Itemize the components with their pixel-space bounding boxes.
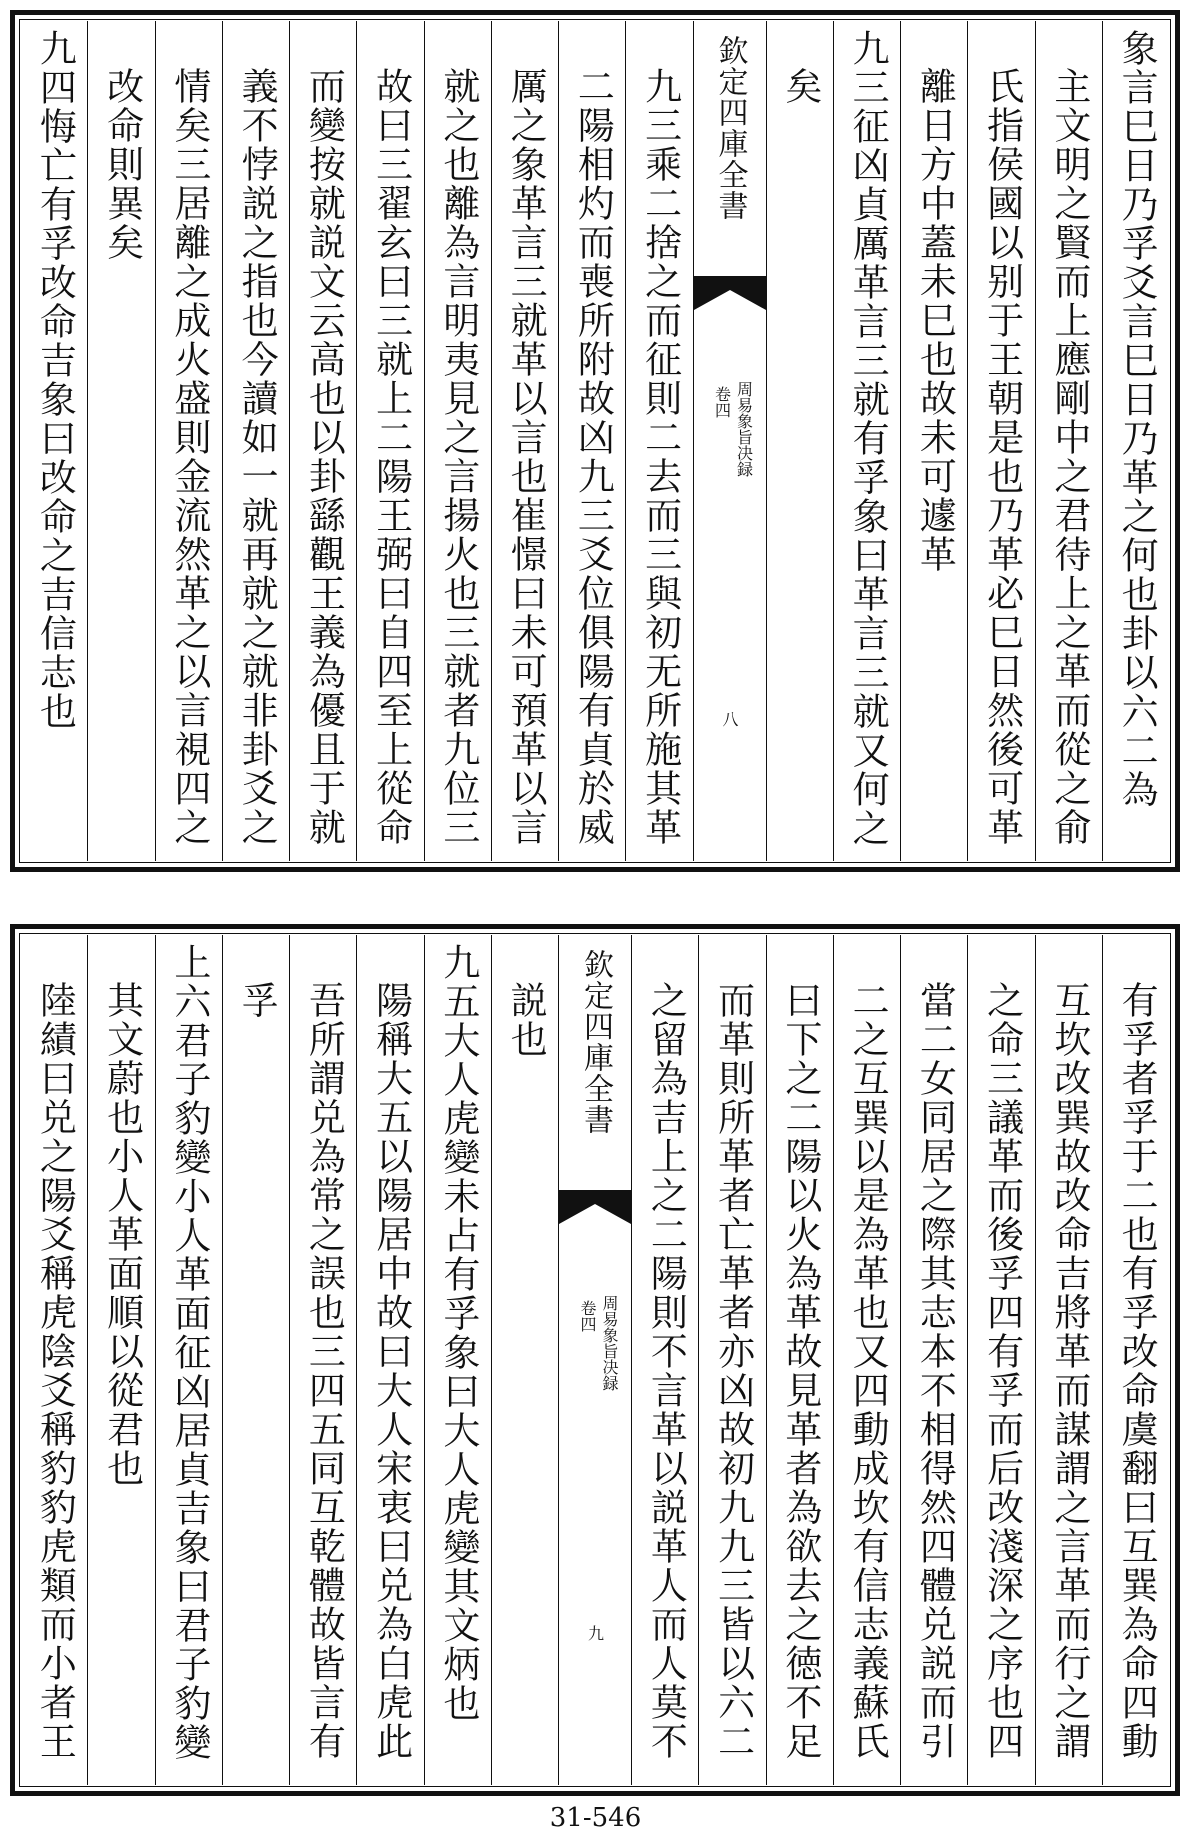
- column-text: 情矣三居離之成火盛則金流然革之以言視四之: [167, 67, 211, 847]
- text-column: [967, 21, 1034, 861]
- text-column: [289, 21, 356, 861]
- text-column: [491, 935, 558, 1785]
- leaf-number: 九: [585, 1625, 605, 1641]
- column-text: 厲之象革言三就革以言也崔憬曰未可預革以言: [504, 67, 548, 847]
- collection-title: 欽定四庫全書: [712, 35, 748, 221]
- text-column: [766, 935, 833, 1785]
- text-column: [698, 935, 765, 1785]
- text-column: [900, 21, 967, 861]
- column-text: 之命三議革而後孚四有孚而后改淺深之序也四: [980, 981, 1024, 1761]
- column-text: 吾所謂兑為常之誤也三四五同互乾體故皆言有: [302, 981, 346, 1761]
- text-column: [222, 935, 289, 1785]
- book-title: 周易象旨决録: [600, 1295, 619, 1391]
- text-column: [833, 935, 900, 1785]
- text-column: [356, 935, 423, 1785]
- column-text: 説也: [504, 981, 548, 1059]
- column-text: 互坎改巽故改命吉將革而謀謂之言革而行之謂: [1047, 981, 1091, 1761]
- bottom-page: [10, 924, 1180, 1796]
- column-text: 曰下之二陽以火為革故見革者為欲去之徳不足: [778, 981, 822, 1761]
- text-column: [222, 21, 289, 861]
- column-text: 二之互巽以是為革也又四動成坎有信志義蘇氏: [846, 981, 890, 1761]
- column-text: 有孚者孚于二也有孚改命虞翻曰互巽為命四動: [1115, 981, 1159, 1761]
- text-column: [87, 935, 154, 1785]
- leaf-number: 八: [720, 711, 739, 727]
- collection-title: 欽定四庫全書: [578, 949, 613, 1135]
- column-text: 二陽相灼而喪所附故凶九三爻位俱陽有貞於威: [571, 67, 615, 847]
- column-text: 孚: [235, 981, 279, 1020]
- text-column: [558, 21, 625, 861]
- text-column: [155, 935, 222, 1785]
- text-column: [900, 935, 967, 1785]
- center-fold-column: [693, 21, 766, 861]
- fish-tail-mark: [559, 1190, 631, 1224]
- top-page-columns: [21, 21, 1169, 861]
- text-column: [766, 21, 833, 861]
- text-column: [967, 935, 1034, 1785]
- text-column: [155, 21, 222, 861]
- column-text: 上六君子豹變小人革面征凶居貞吉象曰君子豹變: [167, 943, 211, 1762]
- column-text: 九三征凶貞厲革言三就有孚象曰革言三就又何之: [846, 29, 890, 848]
- book-title: 周易象旨决録: [734, 381, 754, 477]
- volume-label: 卷四: [578, 1300, 597, 1332]
- text-column: [1102, 21, 1169, 861]
- column-text: 九五大人虎變未占有孚象曰大人虎變其文炳也: [436, 943, 480, 1723]
- column-text: 離日方中蓋未巳也故未可遽革: [913, 67, 957, 574]
- text-column: [1102, 935, 1169, 1785]
- column-text: 象言巳日乃孚爻言巳日乃革之何也卦以六二為: [1115, 29, 1159, 809]
- text-column: [289, 935, 356, 1785]
- column-text: 陽稱大五以陽居中故曰大人宋衷曰兑為白虎此: [369, 981, 413, 1761]
- column-text: 當二女同居之際其志本不相得然四體兑説而引: [913, 981, 957, 1761]
- text-column: [21, 21, 87, 861]
- text-column: [87, 21, 154, 861]
- column-text: 九四悔亡有孚改命吉象曰改命之吉信志也: [33, 29, 77, 731]
- column-text: 主文明之賢而上應剛中之君待上之革而從之俞: [1047, 67, 1091, 847]
- column-text: 氏指侯國以别于王朝是也乃革必巳日然後可革: [980, 67, 1024, 847]
- text-column: [491, 21, 558, 861]
- text-column: [1035, 935, 1102, 1785]
- column-text: 九三乘二捨之而征則二去而三與初无所施其革: [638, 67, 682, 847]
- text-column: [21, 935, 87, 1785]
- fish-tail-mark: [694, 276, 766, 310]
- top-page: [10, 10, 1180, 872]
- text-column: [424, 21, 491, 861]
- text-column: [833, 21, 900, 861]
- column-text: 之留為吉上之二陽則不言革以説革人而人莫不: [644, 981, 688, 1761]
- column-text: 故曰三翟玄曰三就上二陽王弼曰自四至上從命: [369, 67, 413, 847]
- column-text: 而革則所革者亡革者亦凶故初九九三皆以六二: [711, 981, 755, 1761]
- column-text: 其文蔚也小人革面順以從君也: [100, 981, 144, 1488]
- column-text: 就之也離為言明夷見之言揚火也三就者九位三: [436, 67, 480, 847]
- center-fold-column: [558, 935, 631, 1785]
- text-column: [1035, 21, 1102, 861]
- bottom-page-columns: [21, 935, 1169, 1785]
- text-column: [356, 21, 423, 861]
- column-text: 改命則異矣: [100, 67, 144, 262]
- page-number: 31-546: [549, 1803, 642, 1833]
- volume-label: 卷四: [712, 386, 732, 418]
- column-text: 而變按就説文云高也以卦繇觀王義為優且于就: [302, 67, 346, 847]
- text-column: [625, 21, 692, 861]
- column-text: 義不悖説之指也今讀如一就再就之就非卦爻之: [235, 67, 279, 847]
- text-column: [631, 935, 698, 1785]
- column-text: 陸績曰兑之陽爻稱虎陰爻稱豹豹虎類而小者王: [33, 981, 77, 1761]
- column-text: 矣: [778, 67, 822, 106]
- text-column: [424, 935, 491, 1785]
